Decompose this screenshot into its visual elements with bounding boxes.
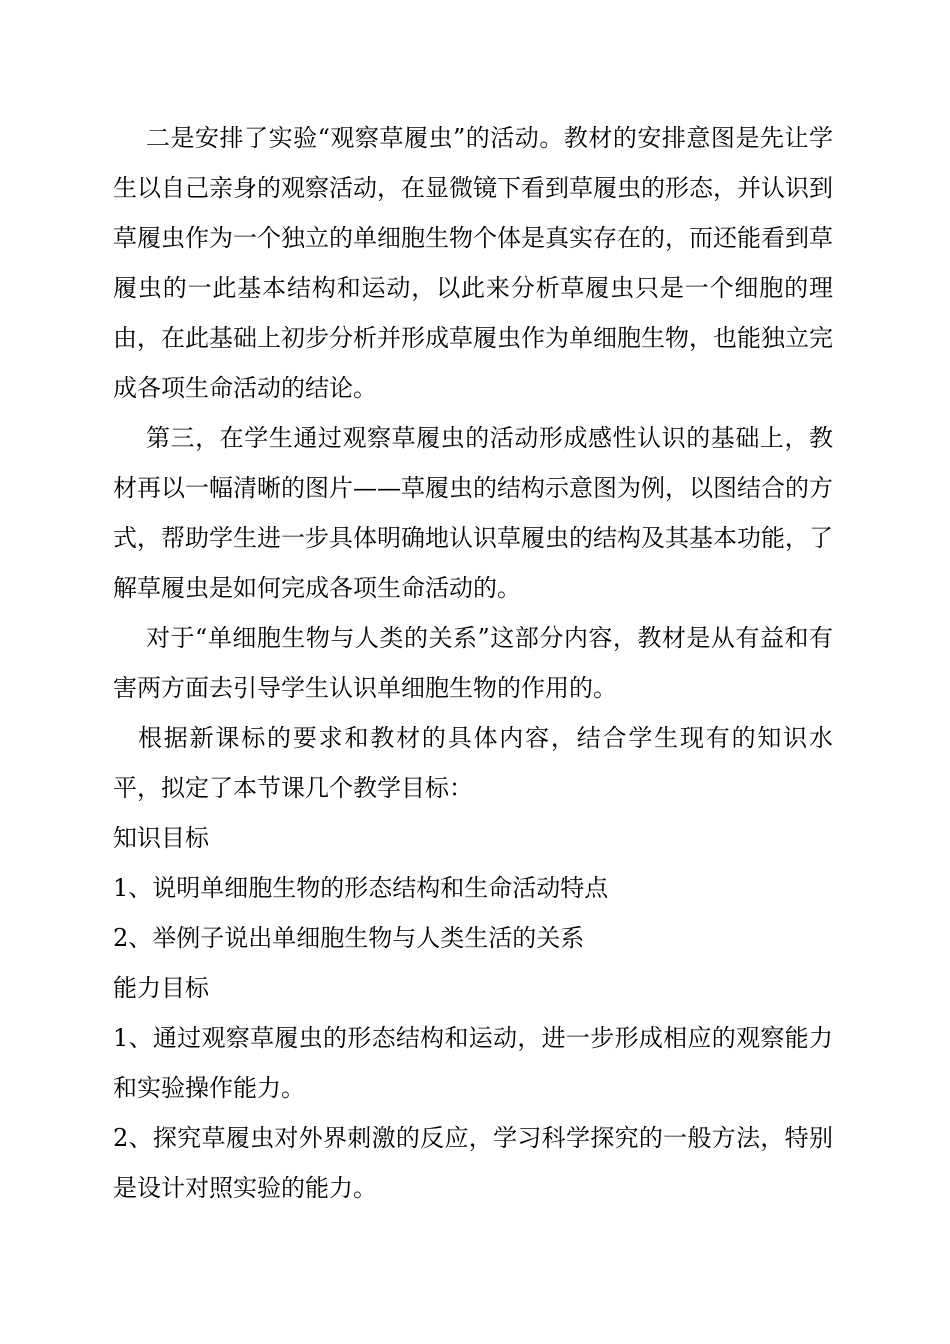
ability-goals-heading: 能力目标 bbox=[113, 974, 209, 1002]
knowledge-goal-item-2: 2、举例子说出单细胞生物与人类生活的关系 bbox=[113, 924, 585, 952]
knowledge-goals-heading: 知识目标 bbox=[113, 824, 209, 852]
document-page bbox=[113, 113, 833, 1213]
knowledge-goal-item-1: 1、说明单细胞生物的形态结构和生命活动特点 bbox=[113, 874, 609, 902]
paragraph-teaching-goals-intro: 根据新课标的要求和教材的具体内容，结合学生现有的知识水平，拟定了本节课几个教学目标： bbox=[113, 724, 833, 802]
paragraph-third-point: 第三，在学生通过观察草履虫的活动形成感性认识的基础上，教材再以一幅清晰的图片——草履虫的结构示意图为例，以图结合的方式，帮助学生进一步具体明确地认识草履虫的结构及其基本功能，了解草履虫是如何完成各项生命活动的。 bbox=[113, 424, 833, 602]
ability-goal-item-2: 2、探究草履虫对外界刺激的反应，学习科学探究的一般方法，特别是设计对照实验的能力。 bbox=[113, 1124, 833, 1202]
paragraph-human-relation: 对于“单细胞生物与人类的关系”这部分内容，教材是从有益和有害两方面去引导学生认识单细胞生物的作用的。 bbox=[113, 624, 833, 702]
ability-goal-item-1: 1、通过观察草履虫的形态结构和运动，进一步形成相应的观察能力和实验操作能力。 bbox=[113, 1024, 833, 1102]
paragraph-experiment-arrangement: 二是安排了实验“观察草履虫”的活动。教材的安排意图是先让学生以自己亲身的观察活动，在显微镜下看到草履虫的形态，并认识到草履虫作为一个独立的单细胞生物个体是真实存在的，而还能看到草履虫的一此基本结构和运动，以此来分析草履虫只是一个细胞的理由，在此基础上初步分析并形成草履虫作为单细胞生物，也能独立完成各项生命活动的结论。 bbox=[113, 124, 833, 402]
